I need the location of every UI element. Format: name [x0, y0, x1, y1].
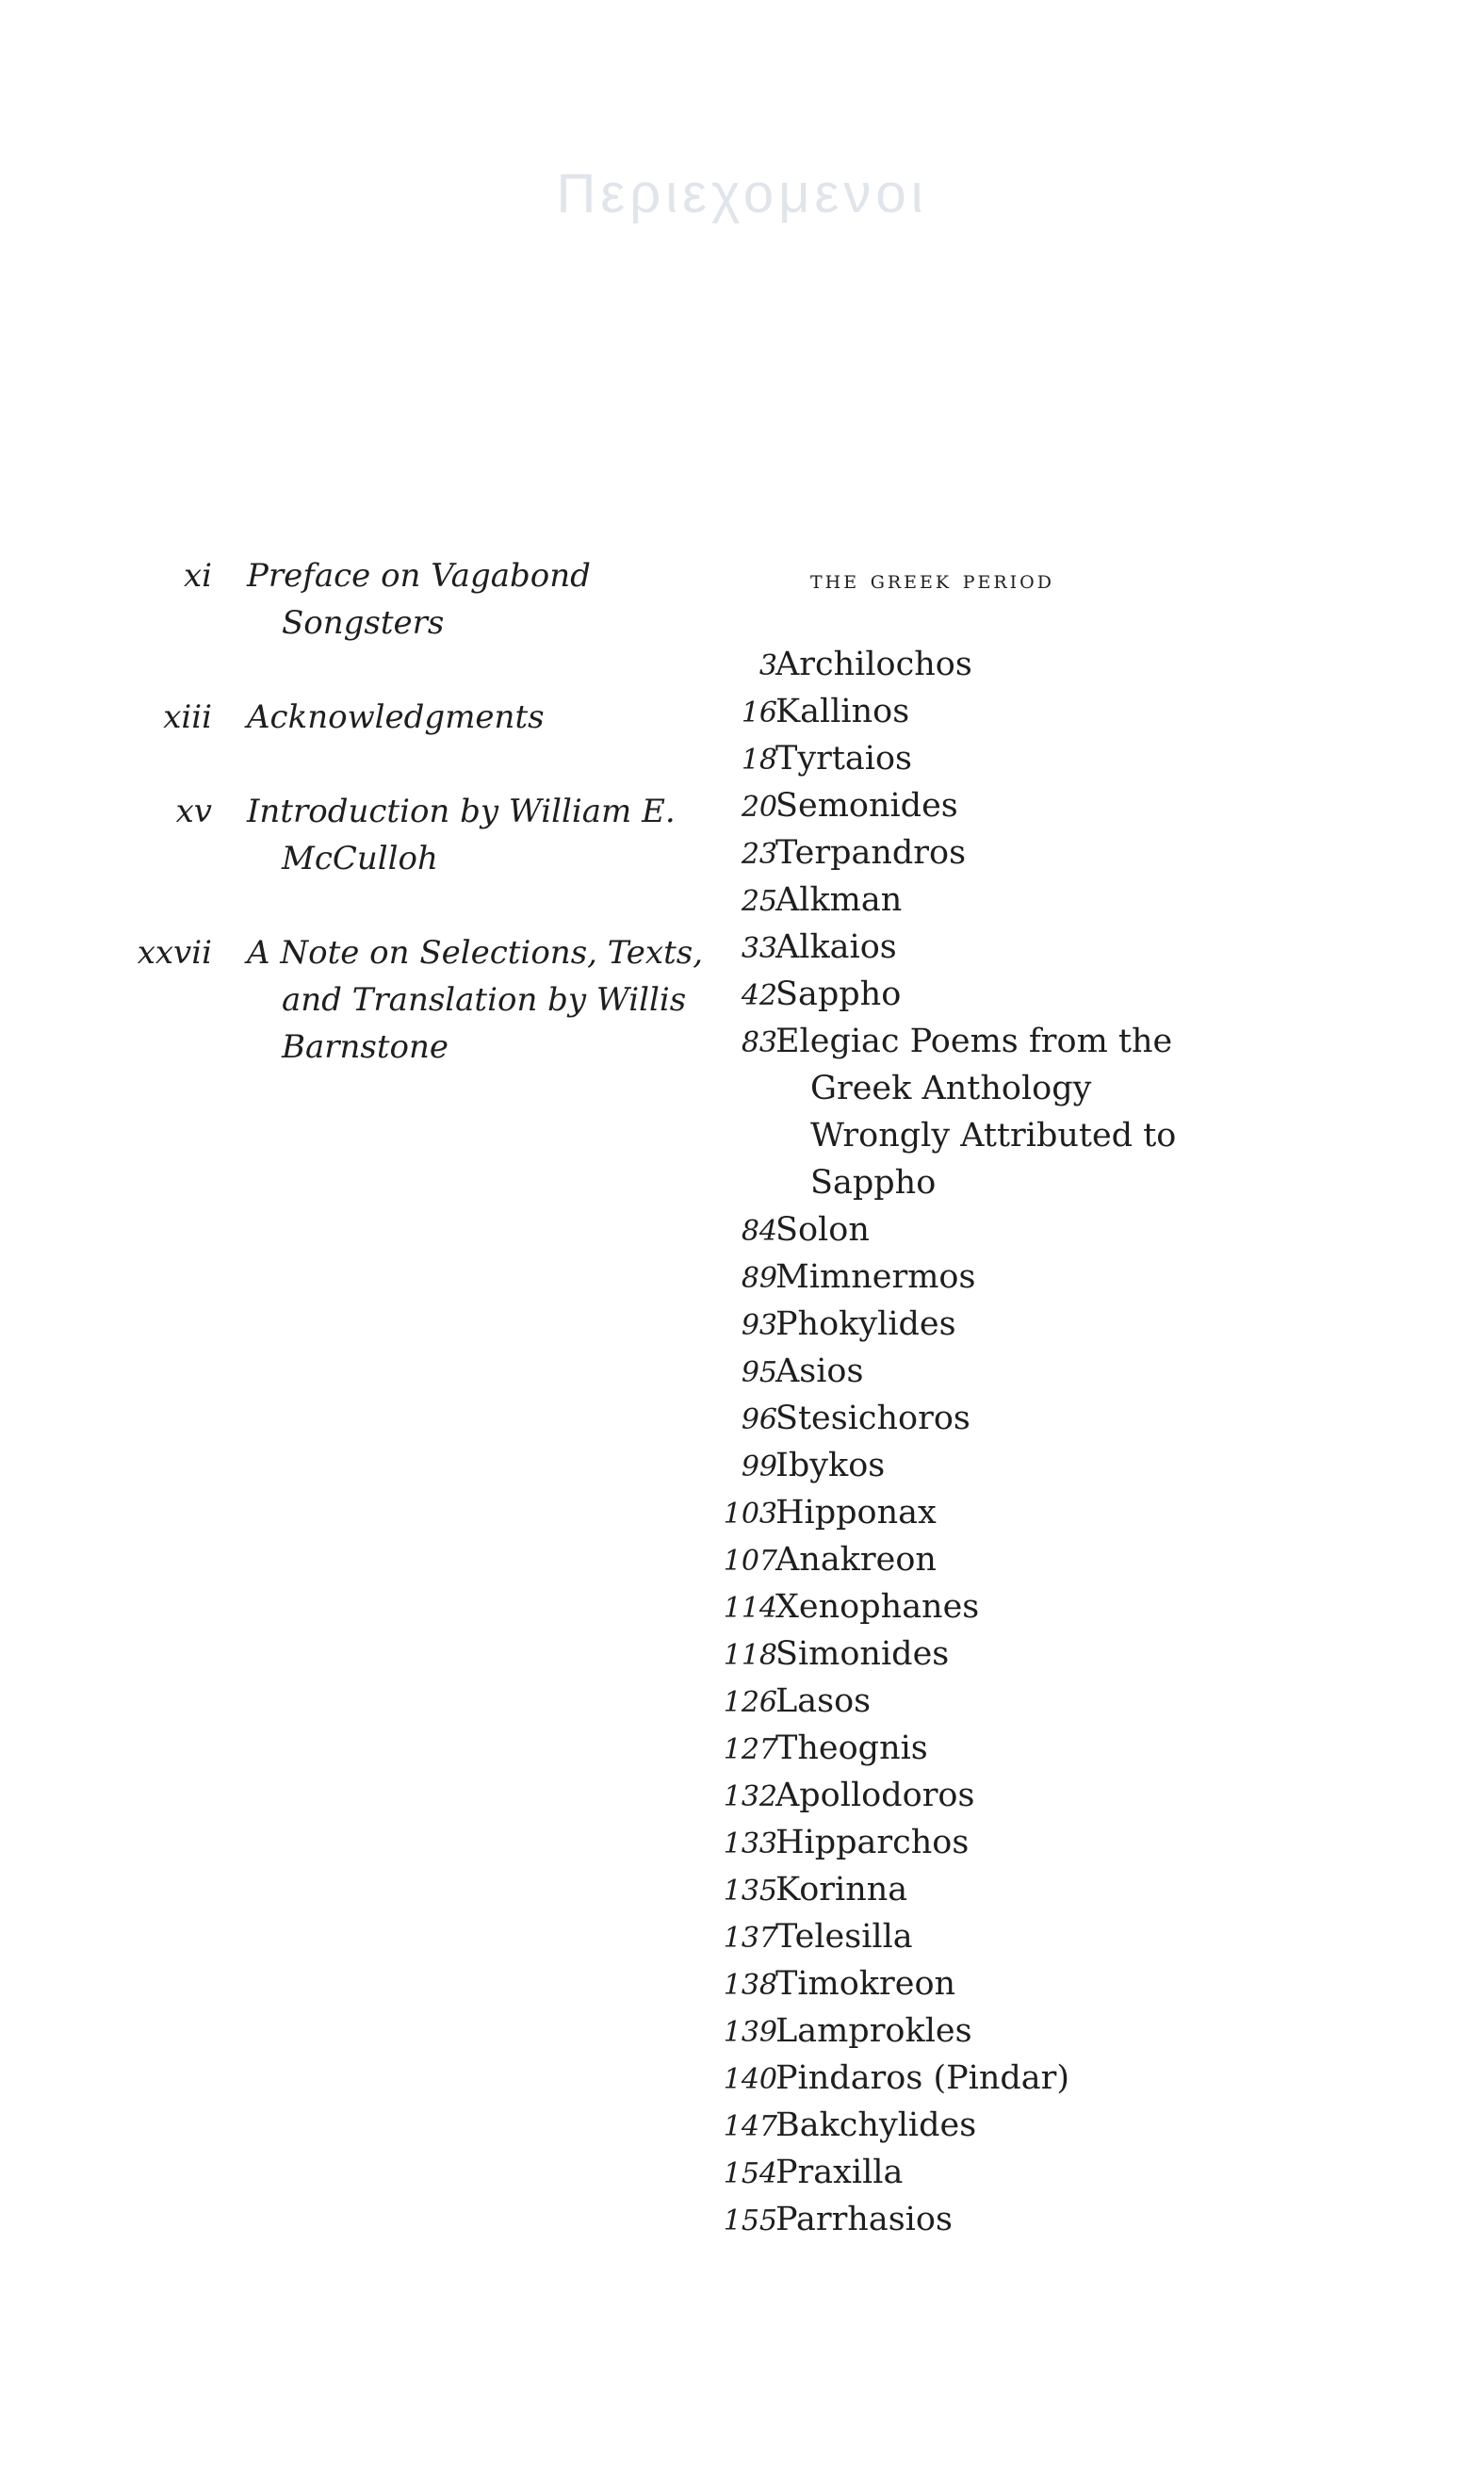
- toc-page-number: 93: [741, 1309, 777, 1342]
- toc-author-name: Pindaros (Pindar): [775, 2059, 1070, 2097]
- toc-author-name: Theognis: [775, 1729, 928, 1767]
- toc-author-name: Lamprokles: [775, 2012, 972, 2050]
- toc-author-name: Phokylides: [775, 1305, 956, 1343]
- toc-author-name: Lasos: [775, 1682, 872, 1720]
- toc-author-name: Mimnermos: [775, 1258, 976, 1296]
- toc-author-name: Praxilla: [775, 2154, 904, 2191]
- toc-entry: [711, 1866, 1371, 1913]
- toc-page-number: 135: [723, 1875, 777, 1908]
- front-matter-page-number: xi: [183, 557, 212, 595]
- toc-author-name: Asios: [775, 1352, 864, 1390]
- front-matter-page-number: xv: [175, 793, 212, 830]
- toc-entry: [711, 1678, 1371, 1725]
- toc-page-number: 140: [723, 2063, 777, 2096]
- toc-author-name: Telesilla: [775, 1918, 913, 1956]
- toc-author-name: Kallinos: [775, 693, 910, 730]
- toc-page-number: 107: [723, 1545, 777, 1578]
- toc-entry: [711, 1301, 1371, 1348]
- toc-entry: [711, 1913, 1371, 1960]
- toc-page-number: 137: [723, 1922, 777, 1955]
- greek-period-section: [711, 562, 1371, 2243]
- front-matter-page-number: xiii: [163, 698, 212, 736]
- toc-entry: [711, 2102, 1371, 2149]
- toc-entry: [711, 1630, 1371, 1678]
- toc-author-name: Elegiac Poems from the Greek Anthology Wrongly Attributed to Sappho: [775, 1023, 1177, 1202]
- toc-author-name: Alkaios: [775, 928, 897, 966]
- front-matter-entry: [132, 788, 697, 882]
- toc-author-name: Sappho: [775, 975, 902, 1013]
- toc-author-name: Stesichoros: [775, 1400, 970, 1437]
- toc-entry: [711, 641, 1371, 688]
- toc-page-number: 20: [741, 791, 777, 824]
- toc-entry: [711, 1725, 1371, 1772]
- toc-page-number: 16: [741, 696, 777, 729]
- toc-author-name: Semonides: [775, 787, 958, 825]
- front-matter-entry: [132, 929, 704, 1071]
- toc-author-name: Bakchylides: [775, 2106, 977, 2144]
- toc-page-number: 83: [741, 1026, 777, 1059]
- toc-page-number: 3: [758, 649, 777, 682]
- toc-author-name: Apollodoros: [775, 1777, 975, 1814]
- toc-entry: [711, 2196, 1371, 2243]
- front-matter-title: Introduction by William E. McCulloh: [247, 793, 676, 877]
- toc-page-number: 103: [723, 1498, 777, 1531]
- toc-author-name: Anakreon: [775, 1541, 937, 1579]
- toc-author-name: Terpandros: [775, 834, 967, 872]
- toc-page-number: 132: [723, 1780, 777, 1813]
- toc-entry: [711, 1772, 1371, 1819]
- toc-entry: [711, 1960, 1371, 2007]
- greek-period-list: [711, 641, 1371, 2243]
- toc-author-name: Hipponax: [775, 1494, 937, 1532]
- toc-author-name: Timokreon: [775, 1965, 956, 2003]
- toc-page-number: 133: [723, 1827, 777, 1860]
- toc-author-name: Xenophanes: [775, 1588, 980, 1626]
- toc-author-name: Solon: [775, 1211, 870, 1249]
- toc-author-name: Korinna: [775, 1871, 908, 1909]
- toc-author-name: Hipparchos: [775, 1824, 970, 1861]
- toc-author-name: Simonides: [775, 1635, 950, 1673]
- front-matter-page-number: xxvii: [137, 934, 212, 972]
- toc-page-number: 154: [723, 2157, 777, 2190]
- toc-entry: [711, 924, 1371, 971]
- toc-page-number: 18: [741, 744, 777, 777]
- toc-page-number: 138: [723, 1969, 777, 2002]
- toc-entry: [711, 971, 1371, 1018]
- toc-entry: [711, 2149, 1371, 2196]
- toc-entry: [711, 1536, 1371, 1583]
- toc-author-name: Archilochos: [775, 646, 972, 683]
- toc-page-number: 139: [723, 2016, 777, 2049]
- section-heading: the greek period: [810, 565, 1054, 595]
- toc-page-number: 118: [723, 1639, 777, 1672]
- toc-page-number: 155: [723, 2204, 777, 2237]
- toc-entry: [711, 1489, 1371, 1536]
- front-matter-list: [132, 552, 704, 1118]
- toc-entry: [711, 1253, 1371, 1301]
- toc-page-number: 114: [723, 1592, 777, 1625]
- toc-page-number: 25: [741, 885, 777, 918]
- toc-entry: [711, 1206, 1371, 1253]
- toc-entry: [711, 1395, 1371, 1442]
- toc-entry: [711, 877, 1371, 924]
- toc-page-number: 99: [741, 1450, 777, 1483]
- toc-page-number: 33: [741, 932, 777, 965]
- toc-page-number: 95: [741, 1356, 777, 1389]
- toc-page-number: 89: [741, 1262, 777, 1295]
- toc-entry: [711, 829, 1371, 877]
- front-matter-entry: [132, 552, 697, 647]
- toc-page-number: 147: [723, 2110, 777, 2143]
- toc-entry: [711, 2055, 1371, 2102]
- toc-page-number: 23: [741, 838, 777, 871]
- toc-entry: [711, 1018, 1371, 1206]
- toc-page-number: 42: [741, 979, 777, 1012]
- toc-author-name: Tyrtaios: [775, 740, 913, 778]
- toc-author-name: Parrhasios: [775, 2201, 953, 2238]
- toc-author-name: Alkman: [775, 881, 903, 919]
- toc-entry: [711, 688, 1371, 735]
- front-matter-title: A Note on Selections, Texts, and Translation by Willis Barnstone: [247, 934, 704, 1066]
- toc-author-name: Ibykos: [775, 1447, 886, 1484]
- toc-entry: [711, 782, 1371, 829]
- toc-entry: [711, 2007, 1371, 2055]
- toc-page-number: 96: [741, 1403, 777, 1436]
- toc-entry: [711, 735, 1371, 782]
- toc-entry: [711, 1348, 1371, 1395]
- page-title: Περιεχομενοι: [556, 163, 928, 224]
- toc-page-number: 84: [741, 1215, 777, 1248]
- toc-page-number: 126: [723, 1686, 777, 1719]
- toc-entry: [711, 1583, 1371, 1630]
- toc-entry: [711, 1819, 1371, 1866]
- toc-page-number: 127: [723, 1733, 777, 1766]
- front-matter-title: Acknowledgments: [247, 698, 545, 736]
- front-matter-title: Preface on Vagabond Songsters: [247, 557, 591, 642]
- front-matter-entry: [132, 694, 697, 741]
- toc-entry: [711, 1442, 1371, 1489]
